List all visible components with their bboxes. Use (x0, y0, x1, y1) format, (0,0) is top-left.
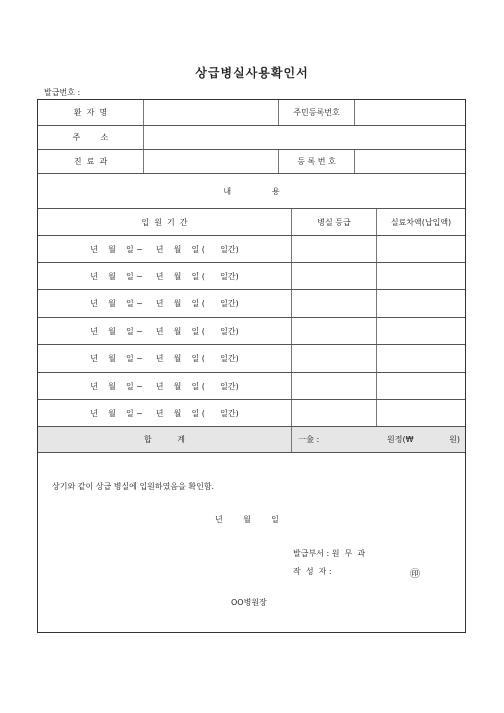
period-text[interactable]: 년 월 일 ~ 년 월 일 ( 일간) (90, 271, 239, 281)
registration-number-label: 등 록 번 호 (297, 157, 336, 166)
period-row (38, 373, 465, 400)
seal-mark: ㊞ (410, 569, 420, 580)
address-row (38, 126, 465, 150)
period-row (38, 290, 465, 318)
amount-prefix: 一金 : (298, 435, 320, 444)
room-fee-header: 실료차액(납입액) (390, 217, 452, 227)
period-text[interactable]: 년 월 일 ~ 년 월 일 ( 일간) (90, 408, 239, 418)
period-text[interactable]: 년 월 일 ~ 년 월 일 ( 일간) (90, 354, 239, 363)
writer-label: 작 성 자 : (293, 567, 332, 576)
confirmation-text: 상기와 같이 상급 병실에 입원하였음을 확인함. (52, 482, 215, 491)
period-header: 입 원 기 간 (141, 217, 188, 227)
period-row (38, 345, 465, 373)
period-text[interactable]: 년 월 일 ~ 년 월 일 ( 일간) (90, 381, 239, 391)
document-title: 상급병실사용확인서 (195, 66, 309, 80)
department-row (38, 150, 465, 174)
total-row (38, 427, 465, 453)
period-row (38, 400, 465, 427)
department-label: 진 료 과 (73, 157, 108, 166)
patient-name-field[interactable] (144, 100, 278, 125)
content-header-row (38, 174, 465, 209)
patient-name-label: 환 자 명 (73, 108, 108, 117)
resident-number-label: 주민등록번호 (293, 108, 340, 117)
registration-number-field[interactable] (355, 150, 465, 173)
period-text[interactable]: 년 월 일 ~ 년 월 일 ( 일간) (90, 326, 239, 336)
hospital-director: OO병원장 (231, 598, 267, 607)
issue-date[interactable]: 년 월 일 (215, 515, 279, 524)
amount-suffix[interactable]: 원정(₩ 원) (387, 435, 460, 444)
period-text[interactable]: 년 월 일 ~ 년 월 일 ( 일간) (90, 244, 239, 254)
resident-number-field[interactable] (355, 100, 465, 125)
issuer-department: 발급부서 : 원 무 과 (293, 549, 366, 558)
confirmation-form (37, 99, 466, 633)
room-grade-header: 병실 등급 (317, 217, 351, 227)
address-field[interactable] (144, 126, 465, 149)
content-header: 내 용 (223, 186, 280, 196)
period-row (38, 236, 465, 263)
issue-number-label: 발급번호 : (44, 88, 81, 97)
department-field[interactable] (144, 150, 278, 173)
period-text[interactable]: 년 월 일 ~ 년 월 일 ( 일간) (90, 299, 239, 308)
total-label: 합 계 (144, 435, 185, 444)
period-row (38, 318, 465, 345)
table-header-row (38, 209, 465, 236)
patient-row (38, 100, 465, 126)
address-label: 주 소 (72, 133, 109, 142)
period-row (38, 263, 465, 290)
